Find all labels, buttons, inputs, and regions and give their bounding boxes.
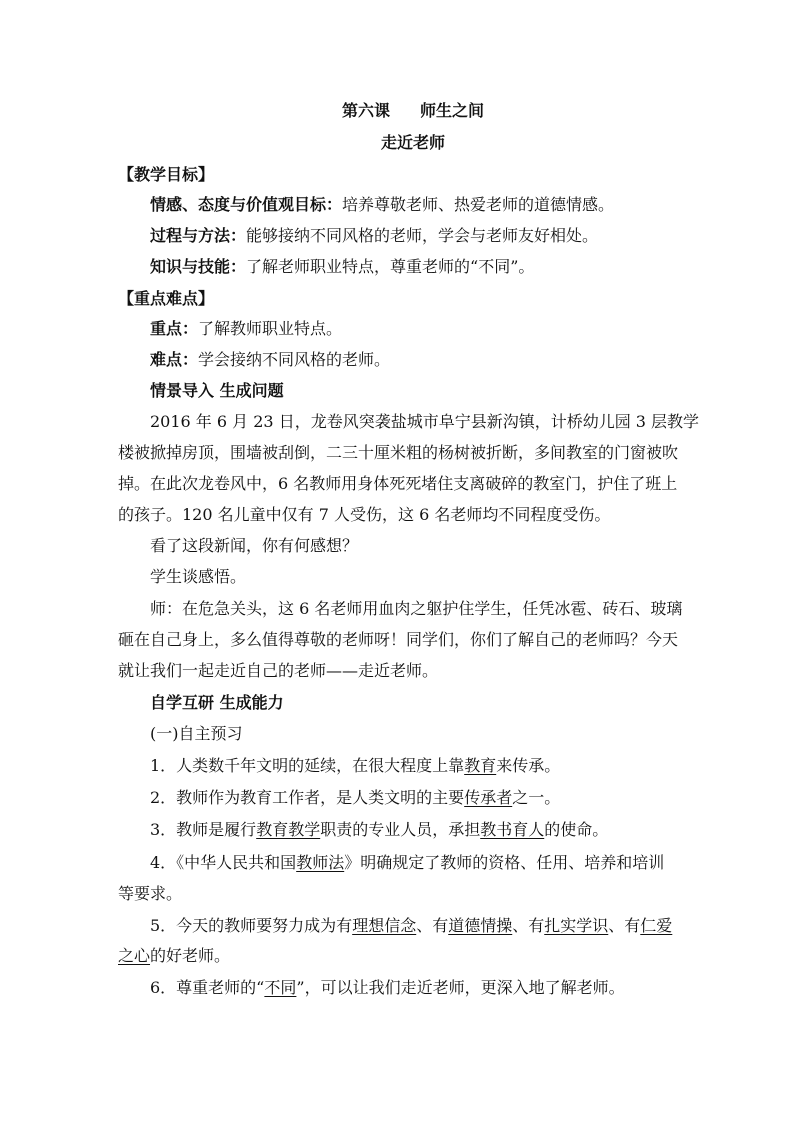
self-study-heading: 自学互研 生成能力	[150, 693, 284, 712]
page-title	[0, 96, 794, 126]
preview-item-6: 6．尊重老师的“不同”，可以让我们走近老师，更深入地了解老师。	[150, 978, 625, 997]
intro-question: 看了这段新闻，你有何感想？	[150, 536, 359, 555]
intro-heading: 情景导入 生成问题	[150, 381, 284, 400]
answer-blank: 教育教学	[256, 820, 321, 839]
teacher-line: 就让我们一起走近自己的老师——走近老师。	[118, 661, 439, 680]
answer-blank: 理想信念	[352, 916, 417, 935]
preview-item-4: 4．《中华人民共和国教师法》明确规定了教师的资格、任用、培养和培训	[150, 853, 665, 872]
lesson-topic: 师生之间	[420, 101, 485, 120]
student-response: 学生谈感悟。	[150, 567, 247, 586]
preview-item-1: 1．人类数千年文明的延续，在很大程度上靠教育来传承。	[150, 756, 561, 775]
answer-blank: 道德情操	[448, 916, 513, 935]
news-line: 2016 年 6 月 23 日，龙卷风突袭盐城市阜宁县新沟镇，计桥幼儿园 3 层教学	[150, 412, 700, 431]
answer-blank: 之心	[118, 946, 151, 965]
preview-item-4-continued: 等要求。	[118, 884, 183, 903]
key-points-heading: 【重点难点】	[118, 289, 215, 308]
teacher-line: 砸在自己身上，多么值得尊敬的老师呀！同学们，你们了解自己的老师吗？今天	[118, 630, 679, 649]
difficult-point: 难点：学会接纳不同风格的老师。	[150, 350, 391, 369]
news-line: 的孩子。120 名儿童中仅有 7 人受伤，这 6 名老师均不同程度受伤。	[118, 505, 611, 524]
objective-emotion: 情感、态度与价值观目标：培养尊敬老师、热爱老师的道德情感。	[150, 195, 615, 214]
answer-blank: 仁爱	[640, 916, 673, 935]
preview-item-2: 2．教师作为教育工作者，是人类文明的主要传承者之一。	[150, 788, 561, 807]
objective-process: 过程与方法：能够接纳不同风格的老师，学会与老师友好相处。	[150, 226, 599, 245]
answer-blank: 扎实学识	[544, 916, 609, 935]
objective-knowledge: 知识与技能：了解老师职业特点，尊重老师的“不同”。	[150, 257, 535, 276]
lesson-number: 第六课	[341, 101, 390, 120]
news-line: 掉。在此次龙卷风中，6 名教师用身体死死堵住支离破碎的教室门，护住了班上	[118, 474, 678, 493]
news-line: 楼被掀掉房顶，围墙被刮倒，二三十厘米粗的杨树被折断，多间教室的门窗被吹	[118, 443, 679, 462]
objectives-heading: 【教学目标】	[118, 165, 215, 184]
self-study-subheading: (一)自主预习	[150, 724, 243, 743]
preview-item-5-continued: 之心的好老师。	[118, 946, 231, 965]
answer-blank: 教师法	[296, 853, 345, 872]
preview-item-5: 5．今天的教师要努力成为有理想信念、有道德情操、有扎实学识、有仁爱	[150, 916, 673, 935]
answer-blank: 传承者	[464, 788, 513, 807]
key-point: 重点：了解教师职业特点。	[150, 319, 343, 338]
answer-blank: 教育	[464, 756, 497, 775]
preview-item-3: 3．教师是履行教育教学职责的专业人员，承担教书育人的使命。	[150, 820, 609, 839]
answer-blank: 教书育人	[480, 820, 545, 839]
answer-blank: 不同	[264, 978, 297, 997]
page-subtitle: 走近老师	[380, 133, 445, 152]
teacher-line: 师：在危急关头，这 6 名老师用血肉之躯护住学生，任凭冰雹、砖石、玻璃	[150, 599, 683, 618]
